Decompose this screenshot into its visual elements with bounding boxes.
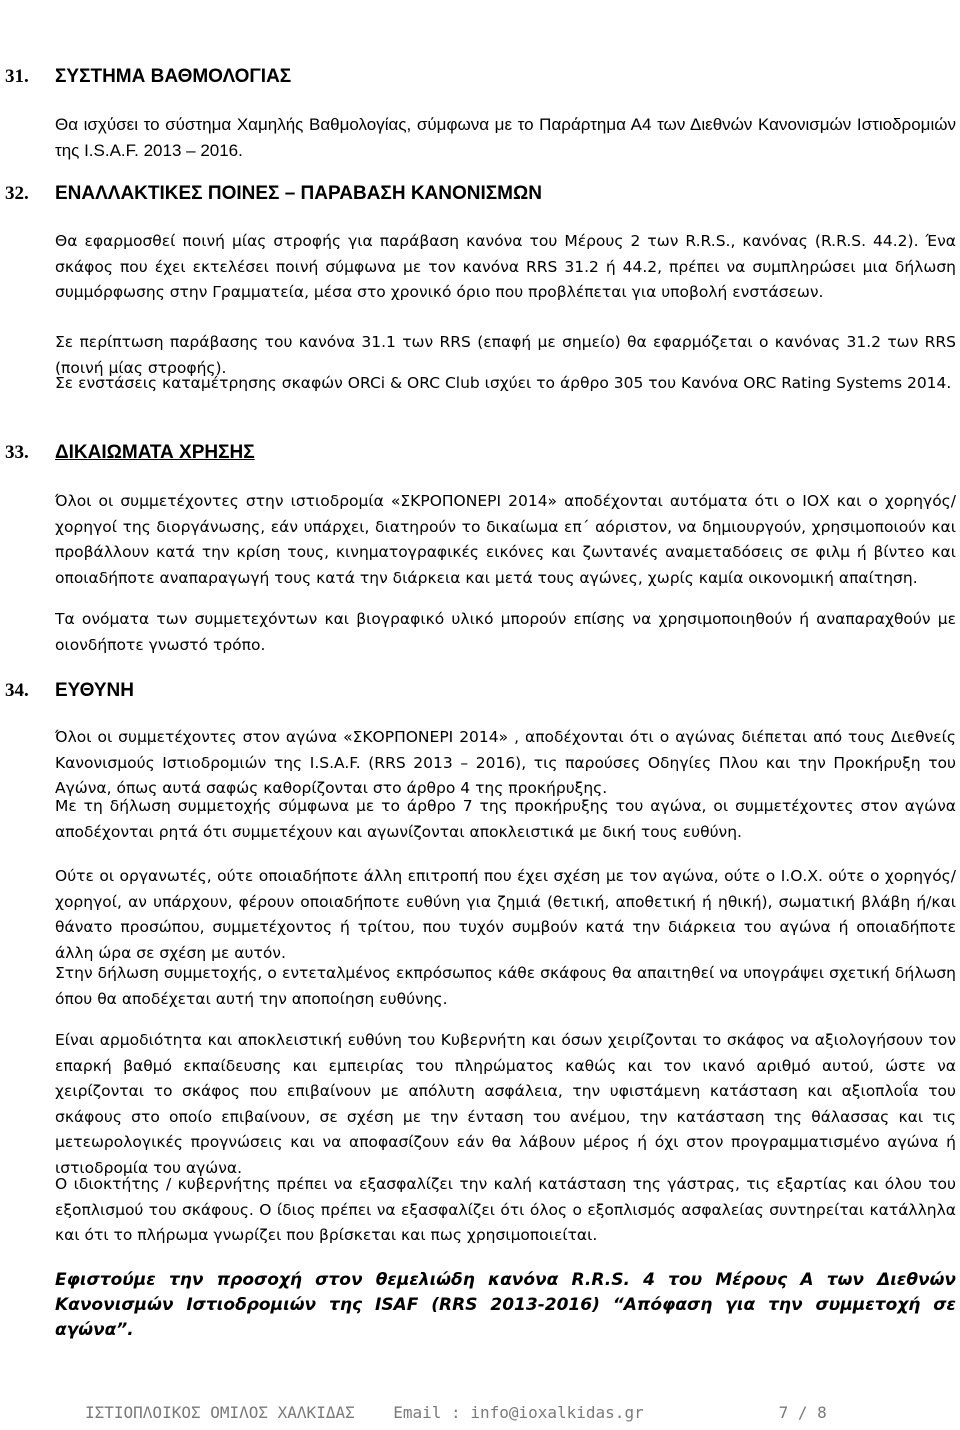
- section-title: ΕΥΘΥΝΗ: [55, 680, 134, 701]
- section-34-notice: Εφιστούμε την προσοχή στον θεμελιώδη κανόνα R.R.S. 4 του Μέρους Α των Διεθνών Κανονισμών Ιστιοδρομιών της ISAF (RRS 2013-2016) “Απόφαση για την συμμετοχή σε αγώνα”.: [55, 1270, 956, 1340]
- section-number: 31.: [5, 66, 29, 87]
- section-31-paragraph-1: Θα ισχύσει το σύστημα Χαμηλής Βαθμολογίας, σύμφωνα με το Παράρτημα Α4 των Διεθνών Κανονισμών Ιστιοδρομιών της I.S.A.F. 2013 – 2016.: [55, 115, 956, 160]
- section-33-paragraph-2: Τα ονόματα των συμμετεχόντων και βιογραφικό υλικό μπορούν επίσης να χρησιμοποιηθούν ή αναπαραχθούν με οιονδήποτε γνωστό τρόπο.: [55, 610, 956, 654]
- section-34-paragraph-5: Είναι αρμοδιότητα και αποκλειστική ευθύνη του Κυβερνήτη και όσων χειρίζονται το σκάφος να αξιολογήσουν τον επαρκή βαθμό εκπαίδευσης και εμπειρίας του πληρώματος καθώς και τον ικανό αριθμό αυτού, ώστε να χειρίζονται το σκάφος που επιβαίνουν με απόλυτη ασφάλεια, την υφιστάμενη κατάσταση και αξιοπλοΐα του σκάφους στο οποίο επιβαίνουν, σε σχέση με την ένταση του ανέμου, την κατάσταση της θάλασσας και τις μετεωρολογικές προγνώσεις και να αποφασίζουν εάν θα λάβουν μέρος ή όχι στον προγραμματισμένο αγώνα ή ιστιοδρομία του αγώνα.: [55, 1031, 956, 1177]
- section-32-paragraph-2: Σε περίπτωση παράβασης του κανόνα 31.1 των RRS (επαφή με σημείο) θα εφαρμόζεται ο κανόνας 31.2 των RRS (ποινή μίας στροφής).: [55, 333, 956, 377]
- section-heading-34: [5, 680, 134, 702]
- section-34-paragraph-2: Με τη δήλωση συμμετοχής σύμφωνα με το άρθρο 7 της προκήρυξης του αγώνα, οι συμμετέχοντες στον αγώνα αποδέχονται ρητά ότι συμμετέχουν και αγωνίζονται αποκλειστικά με δική τους ευθύνη.: [55, 797, 956, 841]
- section-heading-31: [5, 66, 291, 88]
- section-title: ΣΥΣΤΗΜΑ ΒΑΘΜΟΛΟΓΙΑΣ: [55, 66, 292, 87]
- section-heading-32: [5, 183, 542, 205]
- section-34-paragraph-6: Ο ιδιοκτήτης / κυβερνήτης πρέπει να εξασφαλίζει την καλή κατάσταση της γάστρας, τις εξαρτίας και όλου του εξοπλισμού του σκάφους. Ο ίδιος πρέπει να εξασφαλίζει ότι όλος ο εξοπλισμός ασφαλείας συντηρείται κατάλληλα και ότι το πλήρωμα γνωρίζει που βρίσκεται και πως χρησιμοποιείται.: [55, 1175, 956, 1245]
- section-number: 32.: [5, 183, 29, 204]
- section-34-paragraph-3: Ούτε οι οργανωτές, ούτε οποιαδήποτε άλλη επιτροπή που έχει σχέση με τον αγώνα, ούτε ο Ι.Ο.Χ. ούτε ο χορηγός/χορηγοί, αν υπάρχουν, φέρουν οποιαδήποτε ευθύνη για ζημιά (θετική, αποθετική ή ηθική), σωματική βλάβη ή/και θάνατο προσώπου, συμμετέχοντος ή τρίτου, που τυχόν συμβούν κατά την διάρκεια του αγώνα ή οποιαδήποτε άλλη ώρα σε σχέση με αυτόν.: [55, 867, 956, 962]
- section-34-paragraph-1: Όλοι οι συμμετέχοντες στον αγώνα «ΣΚΟΡΠΟΝΕΡΙ 2014» , αποδέχονται ότι ο αγώνας διέπεται από τους Διεθνείς Κανονισμούς Ιστιοδρομιών της I.S.A.F. (RRS 2013 – 2016), τις παρούσες Οδηγίες Πλου και την Προκήρυξη του Αγώνα, όπως αυτά σαφώς καθορίζονται στο άρθρο 4 της προκήρυξης.: [55, 728, 956, 798]
- footer-club-name: ΙΣΤΙΟΠΛΟΙΚΟΣ ΟΜΙΛΟΣ ΧΑΛΚΙΔΑΣ: [85, 1403, 355, 1422]
- section-34-paragraph-4: Στην δήλωση συμμετοχής, ο εντεταλμένος εκπρόσωπος κάθε σκάφους θα απαιτηθεί να υπογράψει σχετική δήλωση όπου θα αποδέχεται αυτή την αποποίηση ευθύνης.: [55, 964, 956, 1008]
- section-title: ΕΝΑΛΛΑΚΤΙΚΕΣ ΠΟΙΝΕΣ – ΠΑΡΑΒΑΣΗ ΚΑΝΟΝΙΣΜΩΝ: [55, 183, 542, 204]
- footer-email: Email : info@ioxalkidas.gr: [393, 1403, 644, 1422]
- page-footer: [85, 1403, 885, 1423]
- section-title: ΔΙΚΑΙΩΜΑΤΑ ΧΡΗΣΗΣ: [55, 442, 255, 463]
- section-32-paragraph-1: Θα εφαρμοσθεί ποινή μίας στροφής για παράβαση κανόνα του Μέρους 2 των R.R.S., κανόνας (R.R.S. 44.2). Ένα σκάφος που έχει εκτελέσει ποινή σύμφωνα με τον κανόνα RRS 31.2 ή 44.2, πρέπει να συμπληρώσει μια δήλωση συμμόρφωσης στην Γραμματεία, μέσα στο χρονικό όριο που προβλέπεται για υποβολή ενστάσεων.: [55, 232, 956, 302]
- section-number: 34.: [5, 680, 29, 701]
- section-heading-33: [5, 442, 255, 464]
- footer-page-number: 7 / 8: [778, 1403, 827, 1422]
- section-number: 33.: [5, 442, 29, 463]
- section-33-paragraph-1: Όλοι οι συμμετέχοντες στην ιστιοδρομία «ΣΚΡΟΠΟΝΕΡΙ 2014» αποδέχονται αυτόματα ότι ο ΙΟΧ και ο χορηγός/χορηγοί της διοργάνωσης, εάν υπάρχει, διατηρούν το δικαίωμα επ΄ αόριστον, να δημιουργούν, χρησιμοποιούν και προβάλλουν κατά την κρίση τους, κινηματογραφικές εικόνες και ζωντανές αναμεταδόσεις σε φιλμ ή βίντεο και οποιαδήποτε αναπαραγωγή τους κατά την διάρκεια και μετά τους αγώνες, χωρίς καμία οικονομική απαίτηση.: [55, 492, 956, 587]
- section-32-paragraph-3: Σε ενστάσεις καταμέτρησης σκαφών ORCi & ORC Club ισχύει το άρθρο 305 του Κανόνα ORC Rating Systems 2014.: [55, 374, 952, 392]
